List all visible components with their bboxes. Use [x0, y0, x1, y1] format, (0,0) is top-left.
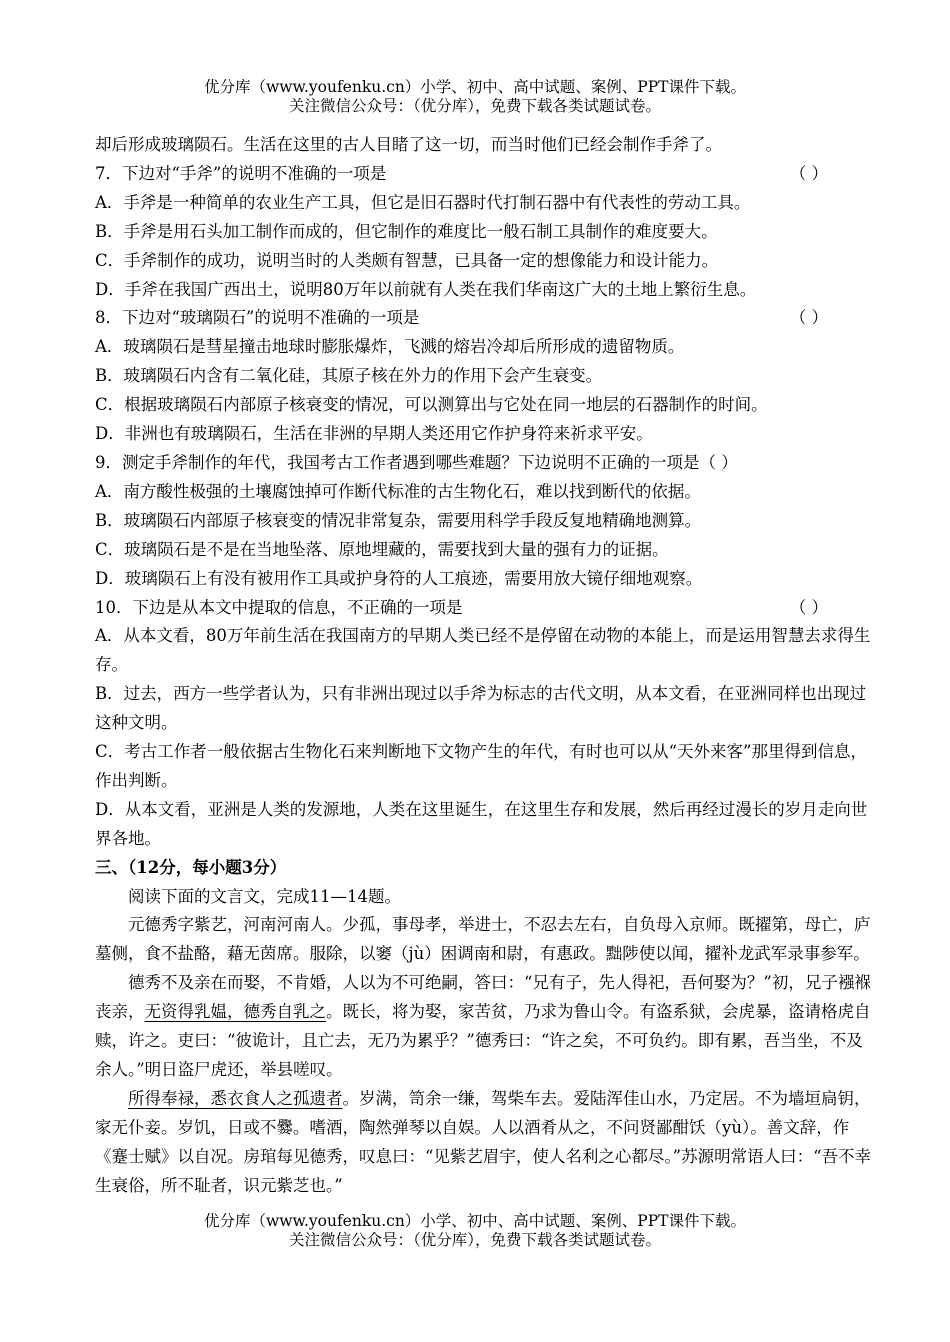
p2-underlined-sentence: 无资得乳媪，德秀自乳之 [144, 1002, 326, 1022]
q10-stem [95, 594, 873, 623]
passage-paragraph-3 [95, 1085, 873, 1201]
q8-answer-paren: （ ） [789, 308, 828, 328]
lead-line: 却后形成玻璃陨石。生活在这里的古人目睹了这一切，而当时他们已经会制作手斧了。 [95, 135, 722, 154]
header-line-1: 优分库（www.youfenku.cn）小学、初中、高中试题、案例、PPT课件下载。 [203, 78, 747, 96]
section-3-instruction: 阅读下面的文言文，完成11—14题。 [128, 886, 401, 906]
q10-option-d: D．从本文看，亚洲是人类的发源地，人类在这里诞生，在这里生存和发展，然后再经过漫长的岁月走向世界各地。 [95, 799, 868, 848]
p3-underlined-sentence: 所得奉禄，悉衣食人之孤遗者 [128, 1088, 343, 1108]
passage-paragraph-2 [95, 969, 873, 1085]
section-3-title: 三、（12分，每小题3分） [95, 857, 287, 877]
q8-option-c: C．根据玻璃陨石内部原子核衰变的情况，可以测算出与它处在同一地层的石器制作的时间。 [95, 395, 768, 415]
q9-option-c: C．玻璃陨石是不是在当地坠落、原地埋藏的，需要找到大量的强有力的证据。 [95, 539, 669, 559]
q7-answer-paren: （ ） [789, 163, 828, 183]
header-line-2: 关注微信公众号：（优分库），免费下载各类试题试卷。 [288, 97, 661, 115]
q7-stem-text: 7．下边对“手斧”的说明不准确的一项是 [95, 163, 387, 183]
q8-option-b: B．玻璃陨石内含有二氧化硅，其原子核在外力的作用下会产生衰变。 [95, 366, 603, 386]
footer-line-2: 关注微信公众号：（优分库），免费下载各类试题试卷。 [288, 1231, 661, 1249]
q10-answer-paren: （ ） [789, 597, 828, 617]
p2-text-b: 。既长，将为娶，家苦贫，乃求为鲁山令。有盗系狱，会虎暴，盗请格虎自赎，许之。吏曰：“彼诡计，且亡去，无乃为累乎？”德秀曰：“许之矣，不可负约。即有累，吾当坐，不及余人。”明日盗尸虎还，举县嗟叹。 [95, 1002, 871, 1079]
q10-option-b: B．过去，西方一些学者认为，只有非洲出现过以手斧为标志的古代文明，从本文看，在亚洲同样也出现过这种文明。 [95, 684, 867, 733]
q7-stem [95, 160, 873, 189]
q10-option-c: C．考古工作者一般依据古生物化石来判断地下文物产生的年代，有时也可以从“天外来客”那里得到信息，作出判断。 [95, 742, 867, 790]
page-content [95, 131, 873, 1201]
q8-stem [95, 304, 873, 333]
q7-option-a: A．手斧是一种简单的农业生产工具，但它是旧石器时代打制石器中有代表性的劳动工具。 [95, 192, 751, 212]
q7-option-b: B．手斧是用石头加工制作而成的，但它制作的难度比一般石制工具制作的难度要大。 [95, 221, 718, 241]
page-header [0, 78, 950, 116]
q8-option-a: A．玻璃陨石是彗星撞击地球时膨胀爆炸，飞溅的熔岩冷却后所形成的遗留物质。 [95, 337, 685, 357]
q9-option-d: D．玻璃陨石上有没有被用作工具或护身符的人工痕迹，需要用放大镜仔细地观察。 [95, 568, 703, 588]
q10-stem-text: 10．下边是从本文中提取的信息，不正确的一项是 [95, 597, 463, 617]
q8-stem-text: 8．下边对“玻璃陨石”的说明不准确的一项是 [95, 308, 420, 328]
q8-option-d: D．非洲也有玻璃陨石，生活在非洲的早期人类还用它作护身符来祈求平安。 [95, 424, 653, 444]
p2-text-a: 德秀不及亲在而娶，不肯婚，人以为不可绝嗣，答曰：“兄有子，先人得祀，吾何娶为？”初，兄子襁褓丧亲， [95, 973, 871, 1022]
q7-option-c: C．手斧制作的成功，说明当时的人类颇有智慧，已具备一定的想像能力和设计能力。 [95, 250, 719, 270]
passage-paragraph-1: 元德秀字紫艺，河南河南人。少孤，事母孝，举进士，不忍去左右，自负母入京师。既擢第，母亡，庐墓侧，食不盐酪，藉无茵席。服除，以窭（jù）困调南和尉，有惠政。黜陟使以闻，擢补龙武军录事参军。 [95, 915, 871, 964]
q9-option-a: A．南方酸性极强的土壤腐蚀掉可作断代标准的古生物化石，难以找到断代的依据。 [95, 481, 701, 501]
q7-option-d: D．手斧在我国广西出土，说明80万年以前就有人类在我们华南这广大的土地上繁衍生息。 [95, 279, 757, 299]
footer-line-1: 优分库（www.youfenku.cn）小学、初中、高中试题、案例、PPT课件下载。 [203, 1212, 747, 1230]
q10-option-a: A．从本文看，80万年前生活在我国南方的早期人类已经不是停留在动物的本能上，而是运用智慧去求得生存。 [95, 626, 871, 675]
q9-stem: 9．测定手斧制作的年代，我国考古工作者遇到哪些难题？下边说明不正确的一项是（ ） [95, 452, 738, 472]
p3-text-b: 。岁满，笥余一缣，驾柴车去。爱陆浑佳山水，乃定居。不为墙垣扃钥，家无仆妾。岁饥，日或不爨。嗜酒，陶然弹琴以自娱。人以酒肴从之，不问贤鄙酣饫（yù）。善文辞，作《蹇士赋》以自况。房琯每见德秀，叹息曰：“见紫艺眉宇，使人名利之心都尽。”苏源明常语人曰：“吾不幸生衰俗，所不耻者，识元紫芝也。” [95, 1088, 872, 1195]
q9-option-b: B．玻璃陨石内部原子核衰变的情况非常复杂，需要用科学手段反复地精确地测算。 [95, 510, 702, 530]
page-footer [0, 1212, 950, 1250]
